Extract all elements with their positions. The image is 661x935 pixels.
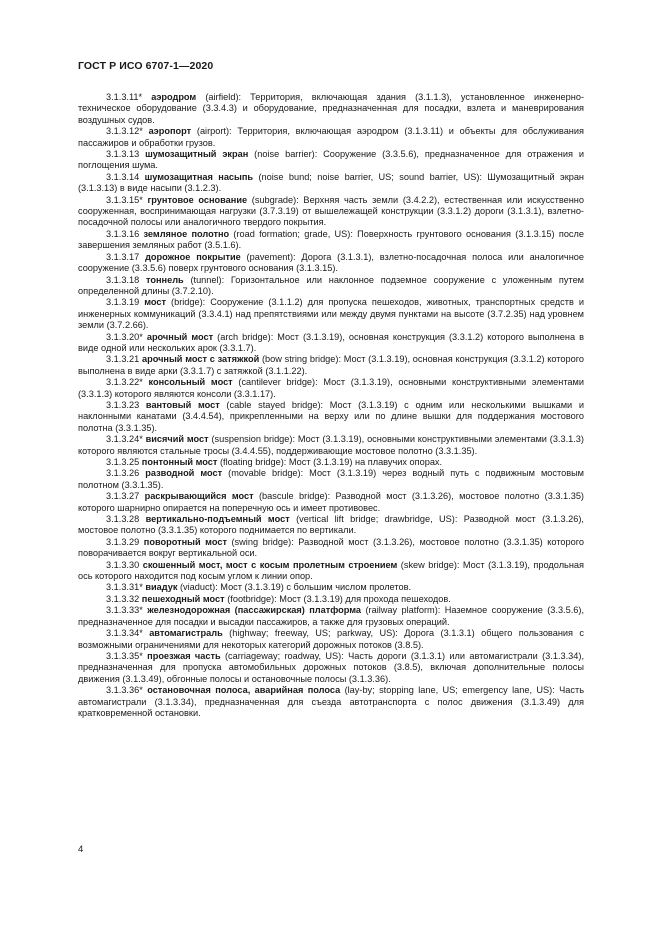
term-name: поворотный мост — [143, 536, 227, 547]
term-number: 3.1.3.35* — [106, 650, 143, 661]
term-entry — [78, 126, 584, 149]
term-name: тоннель — [146, 274, 184, 285]
term-number: 3.1.3.26 — [106, 468, 140, 479]
term-name: скошенный мост, мост с косым пролетным строением — [142, 559, 398, 570]
term-entry — [78, 514, 584, 537]
term-name: раскрывающийся мост — [144, 491, 254, 502]
term-definition: (movable bridge): Мост (3.1.3.19) через водный путь с подвижным мостовым полотном (3.3.1.35). — [78, 468, 584, 490]
term-number: 3.1.3.32 — [106, 593, 140, 604]
term-number: 3.1.3.33* — [106, 605, 143, 616]
term-number: 3.1.3.34* — [106, 628, 143, 639]
term-name: консольный мост — [148, 377, 233, 388]
term-definition: (lay-by; stopping lane, US; emergency lane, US): Часть автомагистрали (3.1.3.34), предназначенная для съезда автотранспорта с полос движения (3.1.3.49) для кратковременной остановки. — [78, 685, 584, 718]
term-entry — [78, 594, 584, 605]
term-name: арочный мост с затяжкой — [141, 354, 260, 365]
term-name: дорожное покрытие — [145, 251, 241, 262]
term-number: 3.1.3.22* — [106, 377, 143, 388]
page-number: 4 — [78, 844, 84, 855]
term-name: автомагистраль — [149, 628, 223, 639]
term-entry — [78, 172, 584, 195]
term-definition: (carriageway; roadway, US): Часть дороги (3.1.3.1) или автомагистрали (3.1.3.34), предназначенная для пропуска автомобильных дорожных потоков (3.8.5), включая дополнительные полосы движения (3.1.3.49), обгонные полосы и остановочные полосы (3.1.3.36). — [78, 650, 585, 684]
term-entry — [78, 377, 584, 400]
term-name: проезжая часть — [147, 650, 221, 661]
term-entry — [78, 149, 584, 172]
term-number: 3.1.3.15* — [106, 194, 143, 205]
term-entry — [78, 491, 584, 514]
term-definition: (floating bridge): Мост (3.1.3.19) на плавучих опорах. — [217, 457, 443, 467]
term-number: 3.1.3.36* — [106, 685, 143, 696]
term-entry — [78, 297, 584, 331]
term-name: вертикально-подъемный мост — [145, 514, 290, 525]
term-definition: (bascule bridge): Разводной мост (3.1.3.26), мостовое полотно (3.3.1.35) которого шарнирно опирается на поперечную ось и имеет противовес. — [78, 491, 584, 513]
term-entry — [78, 560, 584, 583]
term-entry — [78, 651, 584, 685]
term-number: 3.1.3.19 — [106, 297, 140, 308]
term-definition: (subgrade): Верхняя часть земли (3.4.2.2), естественная или искусственно сооруженная, воспринимающая нагрузки (3.7.3.19) от вышележащей конструкции (3.3.1.2) дороги (3.1.3.1), взлетно-посадочной полосы или аналогичного твердого покрытия. — [78, 194, 584, 228]
term-name: разводной мост — [145, 468, 223, 479]
term-number: 3.1.3.21 — [106, 354, 140, 365]
term-number: 3.1.3.29 — [106, 536, 140, 547]
term-number: 3.1.3.17 — [106, 251, 140, 262]
term-name: понтонный мост — [141, 457, 218, 467]
term-name: железнодорожная (пассажирская) платформа — [147, 605, 362, 616]
term-name: шумозащитный экран — [145, 149, 249, 160]
term-name: висячий мост — [145, 434, 209, 445]
term-number: 3.1.3.30 — [106, 559, 140, 570]
term-definition: (skew bridge): Мост (3.1.3.19), продольная ось которого находится под косым углом к линии опор. — [78, 559, 584, 582]
term-definition: (railway platform): Наземное сооружение (3.3.5.6), предназначенное для посадки и высадки пассажиров, а также для грузовых операций. — [78, 605, 584, 627]
term-entry — [78, 400, 584, 434]
term-definition: (pavement): Дорога (3.1.3.1), взлетно-посадочная полоса или аналогичное сооружение (3.3.5.6) поверх грунтового основания (3.1.3.15). — [78, 251, 584, 274]
term-name: мост — [144, 297, 167, 308]
term-number: 3.1.3.28 — [106, 514, 140, 525]
term-definition: (suspension bridge): Мост (3.1.3.19), основными конструктивными элементами (3.3.1.3) которого являются стальные тросы (3.4.4.55), поддерживающие мостовое полотно (3.3.1.35). — [78, 434, 584, 456]
term-entry — [78, 537, 584, 560]
term-definition: (road formation; grade, US): Поверхность грунтового основания (3.1.3.15) после завершения земляных работ (3.5.1.6). — [78, 228, 584, 251]
term-number: 3.1.3.27 — [106, 491, 140, 502]
term-number: 3.1.3.18 — [106, 274, 140, 285]
term-entry — [78, 354, 584, 377]
term-entry — [78, 582, 584, 593]
term-number: 3.1.3.23 — [106, 399, 140, 410]
term-definition: (swing bridge): Разводной мост (3.1.3.26), мостовое полотно (3.3.1.35) которого поворачивается вокруг вертикальной оси. — [78, 536, 585, 559]
term-number: 3.1.3.16 — [106, 228, 140, 239]
term-definition: (tunnel): Горизонтальное или наклонное подземное сооружение с уложенным путем определенной длины (3.7.2.10). — [78, 274, 584, 296]
term-definition: (vertical lift bridge; drawbridge, US): Разводной мост (3.1.3.26), мостовое полотно (3.3.1.35) которого поднимается по вертикали. — [78, 514, 584, 536]
term-number: 3.1.3.24* — [106, 434, 143, 445]
term-definition: (bow string bridge): Мост (3.1.3.19), основная конструкция (3.3.1.2) которого выполнена в виде арки (3.3.1.7) с затяжкой (3.1.1.22). — [78, 354, 584, 376]
term-entry — [78, 685, 584, 719]
term-entry — [78, 195, 584, 229]
terms-list — [78, 92, 584, 719]
term-number: 3.1.3.20* — [106, 331, 143, 342]
term-definition: (arch bridge): Мост (3.1.3.19), основная конструкция (3.3.1.2) которого выполнена в виде одной или нескольких арок (3.3.1.7). — [78, 331, 584, 353]
term-entry — [78, 229, 584, 252]
term-name: остановочная полоса, аварийная полоса — [147, 685, 341, 696]
term-entry — [78, 468, 584, 491]
term-definition: (bridge): Сооружение (3.1.1.2) для пропуска пешеходов, животных, транспортных средств и инженерных коммуникаций (3.3.4.1) над препятствиями или между двумя пунктами на высоте (3.7.2.35) над уровнем земли (3.7.2.66). — [78, 297, 584, 331]
term-definition: (noise barrier): Сооружение (3.3.5.6), предназначенное для отражения и поглощения шума. — [78, 149, 584, 171]
term-number: 3.1.3.12* — [106, 126, 143, 137]
term-name: арочный мост — [146, 331, 214, 342]
term-name: аэродром — [151, 92, 197, 102]
term-definition: (viaduct): Мост (3.1.3.19) с большим числом пролетов. — [177, 582, 412, 593]
term-number: 3.1.3.25 — [106, 457, 140, 467]
term-name: грунтовое основание — [147, 194, 248, 205]
term-definition: (cable stayed bridge): Мост (3.1.3.19) с одним или несколькими вышками и наклонными канатами (3.4.4.54), прикрепленными на верху или по длине вышки для поддержания мостового полотна (3.3.1.35). — [78, 399, 584, 433]
term-number: 3.1.3.13 — [106, 149, 140, 160]
term-entry — [78, 605, 584, 628]
term-definition: (highway; freeway, US; parkway, US): Дорога (3.1.3.1) общего пользования с возможными ограничениями для некоторых категорий дорожных потоков (3.8.5). — [78, 628, 584, 650]
term-entry — [78, 92, 584, 126]
term-entry — [78, 252, 584, 275]
term-entry — [78, 457, 584, 468]
term-entry — [78, 628, 584, 651]
term-number: 3.1.3.11* — [106, 92, 143, 102]
term-number: 3.1.3.31* — [106, 582, 143, 593]
term-entry — [78, 332, 584, 355]
term-definition: (cantilever bridge): Мост (3.1.3.19), основными конструктивными элементами (3.3.1.3) которого являются консоли (3.3.1.17). — [78, 377, 584, 399]
term-name: аэропорт — [148, 126, 192, 137]
document-header: ГОСТ Р ИСО 6707-1—2020 — [78, 60, 214, 72]
term-entry — [78, 275, 584, 298]
term-definition: (footbridge): Мост (3.1.3.19) для прохода пешеходов. — [224, 593, 451, 604]
term-name: пешеходный мост — [141, 593, 225, 604]
term-definition: (airfield): Территория, включающая здания (3.1.1.3), установленное инженерно-техническое оборудование (3.3.4.3) и оборудование, предназначенная для посадки, взлета и маневрирования воздушных судов. — [78, 92, 584, 125]
term-name: земляное полотно — [143, 228, 230, 239]
term-definition: (airport): Территория, включающая аэродром (3.1.3.11) и объекты для обслуживания пассажиров и обработки грузов. — [78, 126, 584, 148]
term-name: виадук — [145, 582, 178, 593]
term-name: шумозащитная насыпь — [144, 171, 254, 182]
term-name: вантовый мост — [145, 399, 220, 410]
term-number: 3.1.3.14 — [106, 171, 140, 182]
term-entry — [78, 434, 584, 457]
term-definition: (noise bund; noise barrier, US; sound barrier, US): Шумозащитный экран (3.1.3.13) в виде насыпи (3.1.2.3). — [78, 171, 585, 194]
